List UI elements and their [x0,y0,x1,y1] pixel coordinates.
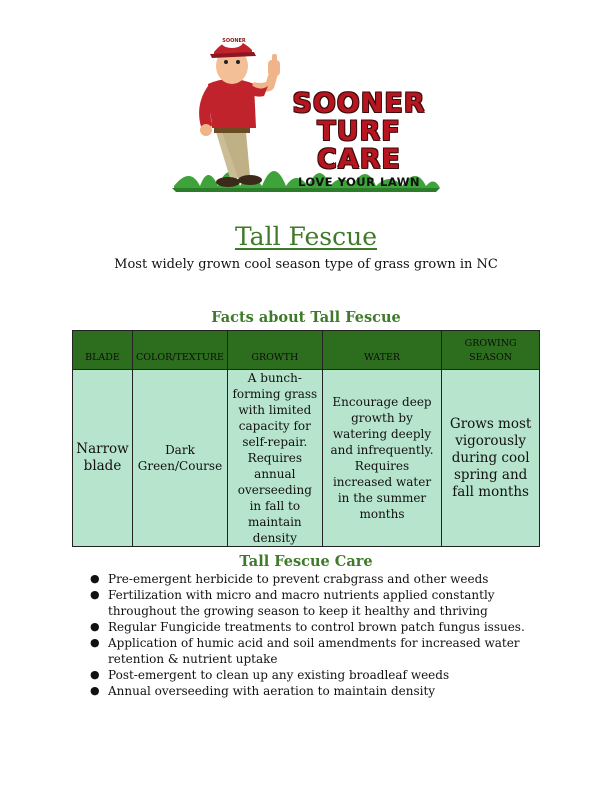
header-growing-season: GROWING SEASON [442,331,540,370]
cell-growing-season: Grows most vigorously during cool spring and fall months [442,370,540,547]
table-row [73,370,540,547]
facts-heading: Facts about Tall Fescue [211,309,401,326]
list-item-text: Fertilization with micro and macro nutrients applied constantly throughout the growing season to keep it healthy and thriving [108,588,495,618]
list-item [90,667,550,683]
list-item [90,619,550,635]
bullet-icon: ● [90,668,100,681]
page-subtitle: Most widely grown cool season type of grass grown in NC [114,257,498,272]
facts-table [72,330,540,547]
list-item-text: Annual overseeding with aeration to maintain density [108,684,436,698]
list-item [90,683,550,699]
header-color-texture: COLOR/TEXTURE [132,331,227,370]
header-water: WATER [322,331,442,370]
header-growth: GROWTH [227,331,322,370]
bullet-icon: ● [90,588,100,601]
list-item-text: Application of humic acid and soil amendments for increased water retention & nutrient uptake [108,636,520,666]
cell-blade: Narrow blade [73,370,133,547]
care-heading: Tall Fescue Care [239,553,373,570]
cell-growth: A bunch-forming grass with limited capacity for self-repair. Requires annual overseeding in fall to maintain density [227,370,322,547]
list-item-text: Post-emergent to clean up any existing broadleaf weeds [108,668,450,682]
care-list [90,571,550,699]
page-title: Tall Fescue [234,222,378,251]
facts-header-row [73,331,540,370]
header-blade: BLADE [73,331,133,370]
logo-line-1: SOONER [292,88,426,119]
list-item-text: Regular Fungicide treatments to control brown patch fungus issues. [108,620,525,634]
bullet-icon: ● [90,572,100,585]
list-item [90,587,550,619]
list-item [90,571,550,587]
list-item-text: Pre-emergent herbicide to prevent crabgrass and other weeds [108,572,489,586]
logo-tagline: LOVE YOUR LAWN [297,175,421,189]
logo-wordmark [274,90,444,189]
bullet-icon: ● [90,684,100,697]
bullet-icon: ● [90,620,100,633]
logo-line-2: TURF CARE [317,116,401,175]
cell-color-texture: Dark Green/Course [132,370,227,547]
bullet-icon: ● [90,636,100,649]
hat-logo-text: SOONER [222,38,246,44]
company-logo [170,26,442,194]
cell-water: Encourage deep growth by watering deeply and infrequently. Requires increased water in the summer months [322,370,442,547]
list-item [90,635,550,667]
